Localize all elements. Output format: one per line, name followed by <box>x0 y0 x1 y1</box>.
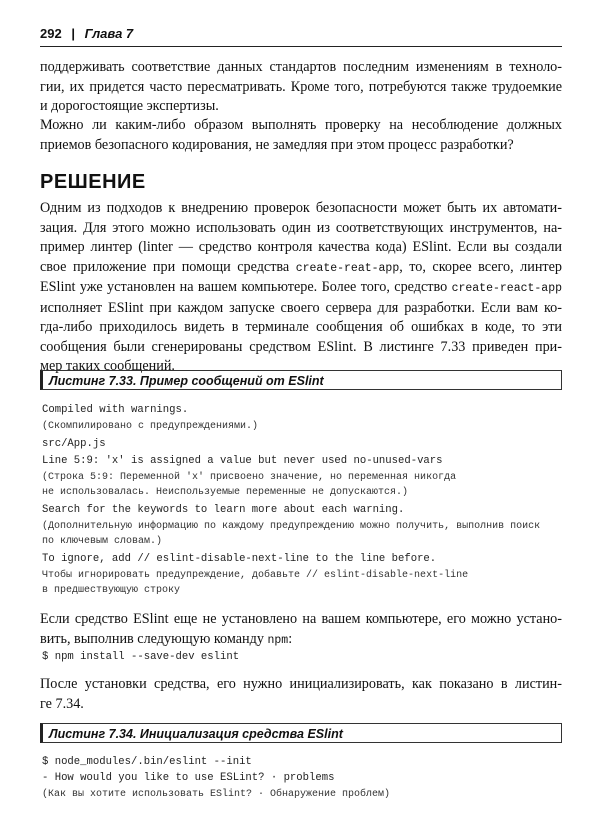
listing-7-34-title: Листинг 7.34. Инициализация средства ESlint <box>40 723 562 743</box>
text-line: приемов безопасного кодирования, не замедляя при этом процесс разработки? <box>40 136 514 153</box>
text-line: После установки средства, его нужно инициализировать, как показано в листин- <box>40 676 562 692</box>
question-paragraph <box>40 116 562 155</box>
code-line: Чтобы игнорировать предупреждение, добавьте // eslint-disable-next-line <box>42 570 469 581</box>
text-line: сообщения были сгенерированы средством ESlint. В листинге 7.33 приведен при- <box>40 338 562 355</box>
code-line: Search for the keywords to learn more about each warning. <box>42 504 405 516</box>
inline-code: npm <box>267 633 289 647</box>
code-line: - How would you like to use ESLint? · problems <box>42 772 335 784</box>
text-line: мер таких сообщений. <box>40 358 175 374</box>
code-line: (Как вы хотите использовать ESlint? · Обнаружение проблем) <box>42 789 391 800</box>
code-line: $ npm install --save-dev eslint <box>42 651 240 663</box>
code-line: To ignore, add // eslint-disable-next-line to the line before. <box>42 553 437 565</box>
text-run: , то, скорее всего, линтер <box>399 258 563 275</box>
text-run: ESlint уже установлен на вашем компьютере. Более того, средство <box>40 279 452 295</box>
text-line: зация. Для этого можно использовать один из соответствующих инструментов, на- <box>40 219 562 236</box>
text-run: вить, выполнив следующую команду <box>40 630 268 647</box>
text-line: исполняет ESlint при каждом запуске своего сервера для разработки. Если вам ко- <box>40 299 562 316</box>
listing-7-33-title: Листинг 7.33. Пример сообщений от ESlint <box>40 370 562 390</box>
text-line <box>40 630 562 651</box>
header-separator: | <box>71 26 75 41</box>
code-line: $ node_modules/.bin/eslint --init <box>42 756 252 768</box>
text-run: свое приложение при помощи средства <box>40 258 296 275</box>
code-line: (Скомпилировано с предупреждениями.) <box>42 421 259 432</box>
code-line: src/App.js <box>42 438 106 450</box>
code-line: в предшествующую строку <box>42 585 181 596</box>
intro-paragraph <box>40 58 562 117</box>
section-title: РЕШЕНИЕ <box>40 171 146 193</box>
code-line: Line 5:9: 'x' is assigned a value but never used no-unused-vars <box>42 455 443 467</box>
text-line: гии, их придется часто пересматривать. Кроме того, потребуются также трудоемкие <box>40 78 562 95</box>
init-paragraph <box>40 675 562 714</box>
code-line: (Строка 5:9: Переменной 'x' присвоено значение, но переменная никогда <box>42 472 457 483</box>
code-line: по ключевым словам.) <box>42 536 163 547</box>
text-line: Можно ли каким-либо образом выполнять проверку на несоблюдение должных <box>40 117 562 133</box>
text-line: ге 7.34. <box>40 695 84 712</box>
text-line: Одним из подходов к внедрению проверок безопасности может быть их автомати- <box>40 200 562 216</box>
running-header <box>40 26 562 47</box>
solution-paragraph <box>40 199 562 377</box>
text-line <box>40 278 562 299</box>
text-line: Если средство ESlint еще не установлено на вашем компьютере, его можно устано- <box>40 611 562 627</box>
page-number: 292 <box>40 26 62 41</box>
code-line: Compiled with warnings. <box>42 404 189 416</box>
text-run: : <box>288 630 293 647</box>
inline-code: create-react-app <box>451 282 562 295</box>
install-paragraph <box>40 610 562 650</box>
text-line: пример линтер (linter — средство контроля качества кода) ESlint. Если вы создали <box>40 239 562 255</box>
text-line: гда-либо приходилось видеть в терминале сообщения об ошибках в коде, то эти <box>40 319 562 335</box>
inline-code: create-reat-app <box>295 261 400 275</box>
chapter-title: Глава 7 <box>84 26 134 41</box>
code-line: (Дополнительную информацию по каждому предупреждению можно получить, выполнив поиск <box>42 521 541 532</box>
code-line: не использовалась. Неиспользуемые переменные не допускаются.) <box>42 487 409 498</box>
text-line: и дорогостоящие экспертизы. <box>40 98 219 114</box>
text-line: поддерживать соответствие данных стандартов последним изменениям в техноло- <box>40 59 562 75</box>
text-line <box>40 258 562 279</box>
